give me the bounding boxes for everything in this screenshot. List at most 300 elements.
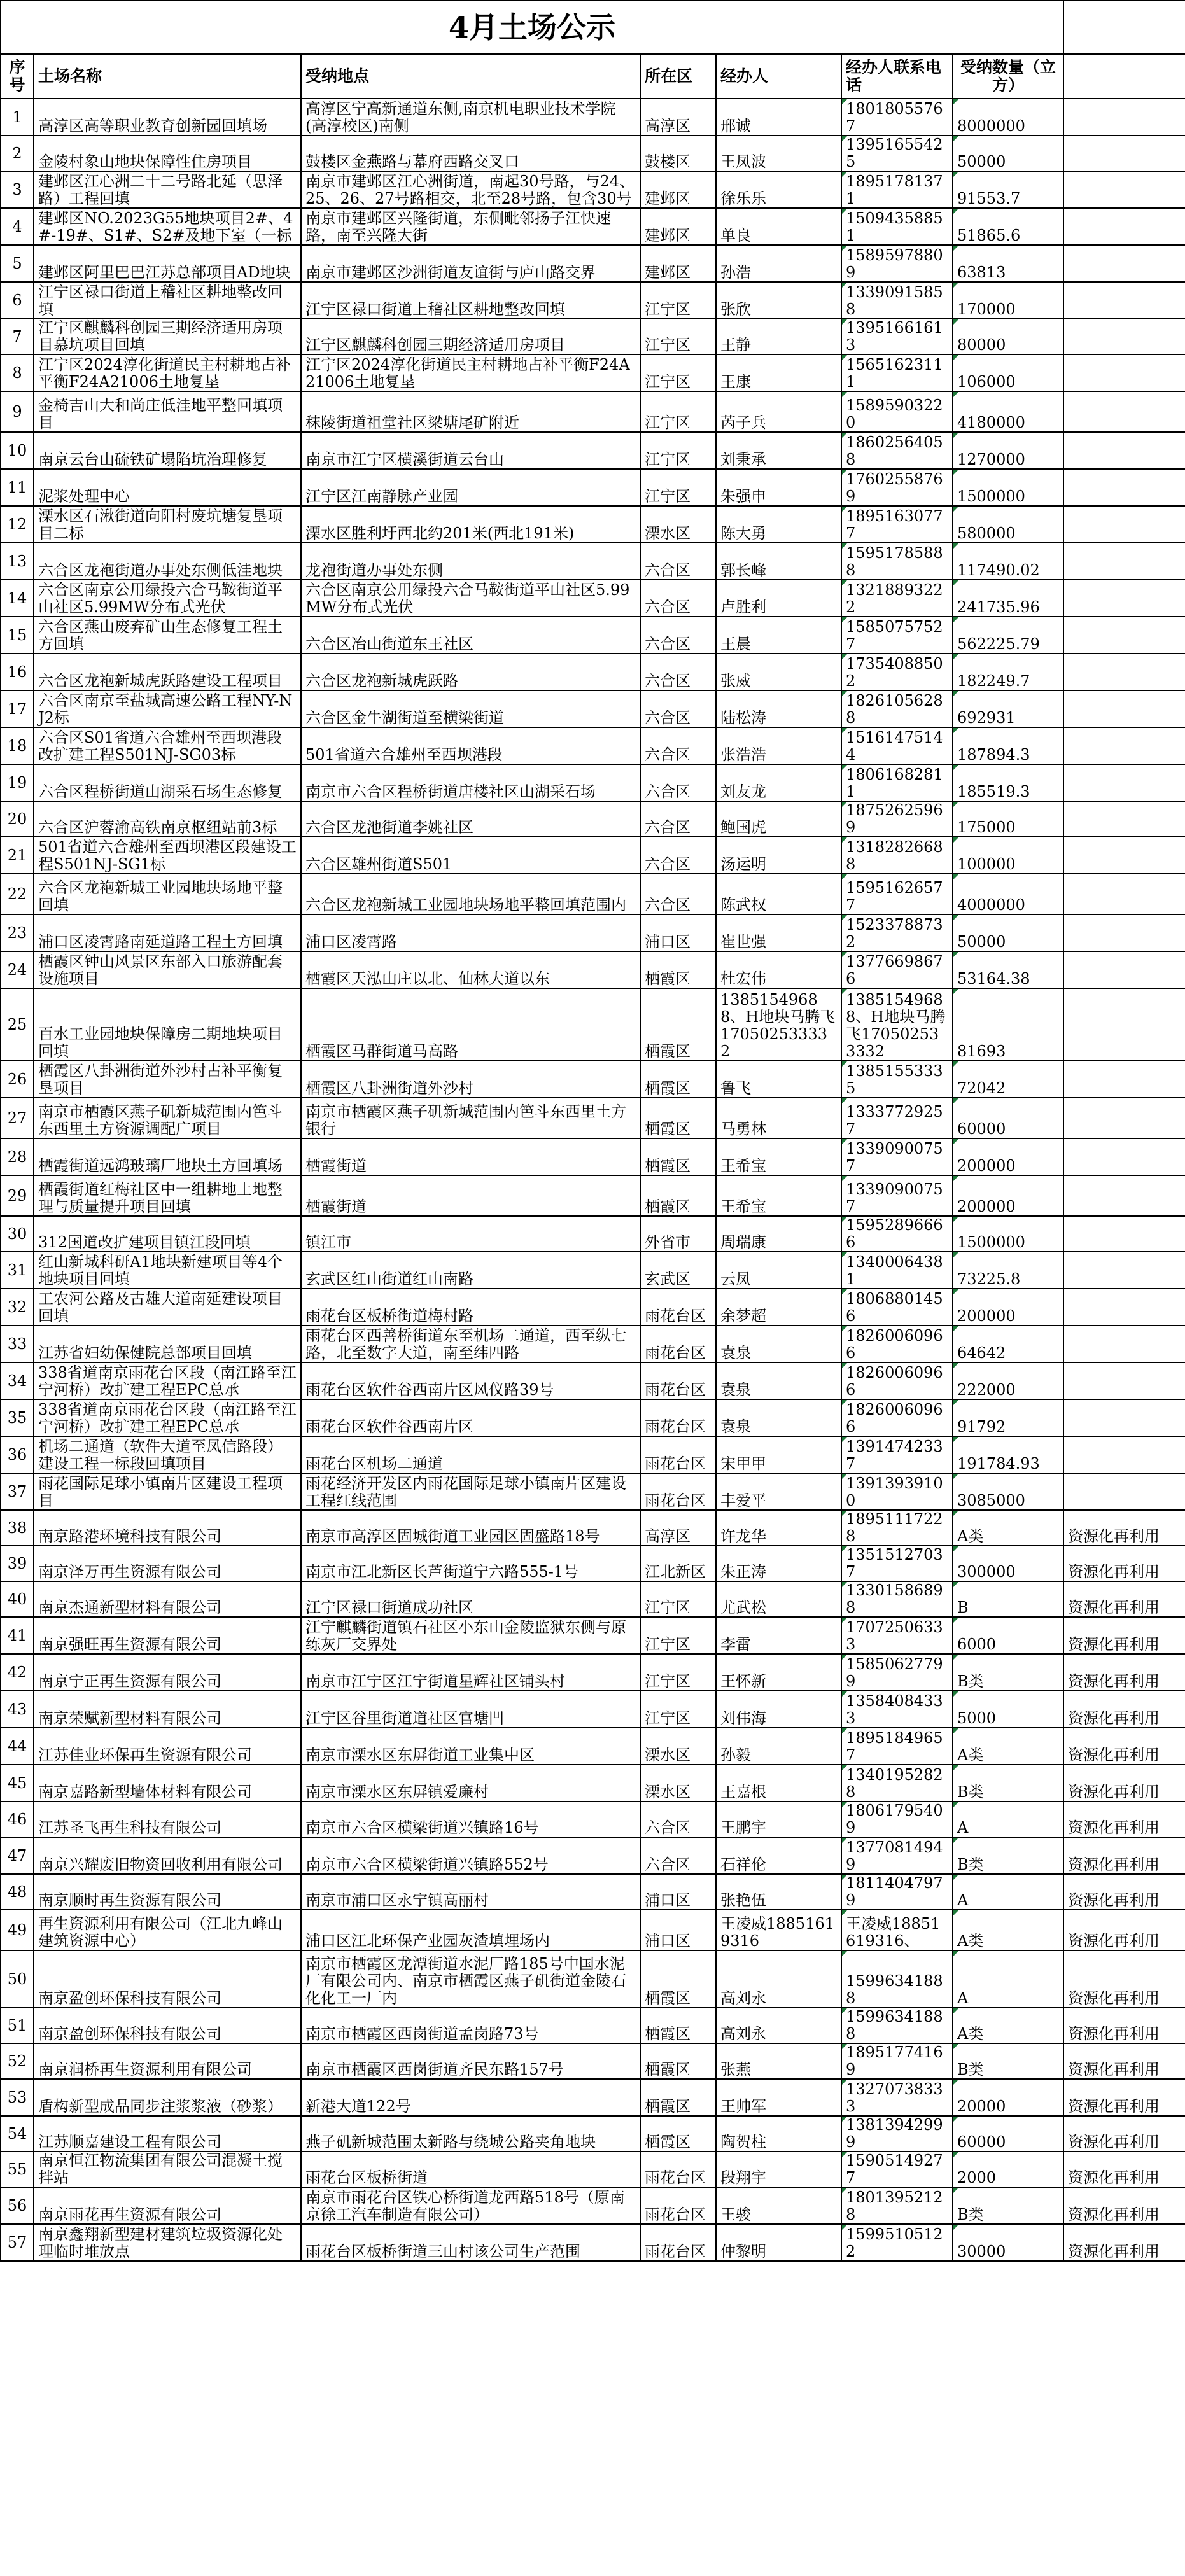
handler-cell — [716, 282, 841, 319]
handler-cell — [716, 2187, 841, 2224]
site-name: 南京恒江物流集团有限公司混凝土搅拌站 — [38, 2152, 283, 2187]
note-cell — [1063, 1874, 1185, 1910]
row-number-cell — [1, 2224, 34, 2261]
phone-cell — [841, 319, 953, 354]
site-name-cell — [34, 1289, 301, 1326]
quantity: A类 — [957, 1527, 984, 1545]
handler-cell — [716, 1362, 841, 1399]
site-name: 338省道南京雨花台区段（南江路至江宁河桥）改扩建工程EPC总承 — [38, 1364, 297, 1399]
quantity: 60000 — [957, 2133, 1006, 2151]
table-row — [1, 1837, 1185, 1874]
location-cell — [301, 245, 640, 282]
note-cell — [1063, 99, 1185, 136]
quantity: B — [957, 1599, 969, 1616]
handler: 王鹏宇 — [720, 1819, 766, 1837]
handler: 卢胜利 — [720, 598, 766, 616]
row-number-cell — [1, 1252, 34, 1289]
site-name: 312国道改扩建项目镇江段回填 — [38, 1233, 251, 1251]
row-number-cell — [1, 1138, 34, 1175]
note-cell — [1063, 1765, 1185, 1802]
table-row — [1, 1617, 1185, 1654]
handler-cell — [716, 469, 841, 506]
header-note — [1063, 54, 1185, 99]
district: 六合区 — [645, 598, 691, 616]
title-cell — [1, 1, 1063, 54]
row-number: 56 — [7, 2196, 27, 2215]
site-name-cell — [34, 727, 301, 764]
site-name: 栖霞街道红梅社区中一组耕地土地整理与质量提升项目回填 — [38, 1180, 283, 1215]
row-number-cell — [1, 543, 34, 580]
location-cell — [301, 1175, 640, 1216]
row-number-cell — [1, 914, 34, 951]
row-number: 57 — [7, 2233, 27, 2251]
location: 栖霞区天泓山庄以北、仙林大道以东 — [305, 970, 550, 988]
quantity-cell — [953, 1581, 1063, 1617]
row-number: 16 — [7, 662, 27, 681]
phone: 18114047979 — [846, 1874, 943, 1909]
district-cell — [640, 2043, 716, 2079]
handler: 王凌威18851619316 — [720, 1915, 834, 1950]
handler: 杜宏伟 — [720, 970, 766, 988]
site-name-cell — [34, 99, 301, 136]
quantity: 20000 — [957, 2097, 1006, 2115]
handler-cell — [716, 837, 841, 874]
row-number-cell — [1, 727, 34, 764]
row-number: 53 — [7, 2088, 27, 2106]
quantity: 91553.7 — [957, 190, 1021, 207]
table-row — [1, 1326, 1185, 1362]
row-number: 35 — [7, 1408, 27, 1427]
row-number: 50 — [7, 1970, 27, 1988]
quantity: 63813 — [957, 263, 1006, 281]
table-row — [1, 2224, 1185, 2261]
site-name-cell — [34, 988, 301, 1061]
quantity: A类 — [957, 1932, 984, 1950]
location: 雨花台区板桥街道 — [305, 2169, 428, 2187]
location-cell — [301, 988, 640, 1061]
row-number: 36 — [7, 1445, 27, 1464]
table-row — [1, 2152, 1185, 2187]
handler-cell — [716, 1326, 841, 1362]
handler: 朱正涛 — [720, 1563, 766, 1581]
quantity-cell — [953, 171, 1063, 208]
phone-cell — [841, 543, 953, 580]
quantity: 562225.79 — [957, 635, 1040, 653]
table-row — [1, 764, 1185, 801]
note: 资源化再利用 — [1068, 1746, 1160, 1764]
note-cell — [1063, 2116, 1185, 2152]
row-number: 42 — [7, 1663, 27, 1681]
handler: 汤运明 — [720, 855, 766, 873]
quantity: 182249.7 — [957, 672, 1030, 690]
quantity-cell — [953, 1362, 1063, 1399]
location: 南京市栖霞区燕子矶新城范围内笆斗东西里土方银行 — [305, 1103, 626, 1138]
location-cell — [301, 1802, 640, 1837]
site-name-cell — [34, 171, 301, 208]
handler-cell — [716, 99, 841, 136]
site-name-cell — [34, 580, 301, 617]
phone: 18013952128 — [846, 2188, 943, 2223]
phone-cell — [841, 1289, 953, 1326]
location-cell — [301, 136, 640, 171]
handler-cell — [716, 1436, 841, 1473]
location-cell — [301, 282, 640, 319]
row-number: 17 — [7, 699, 27, 718]
district-cell — [640, 988, 716, 1061]
row-number: 9 — [12, 402, 22, 421]
location-cell — [301, 1216, 640, 1252]
location: 南京市六合区横梁街道兴镇路16号 — [305, 1819, 539, 1837]
site-name: 金陵村象山地块保障性住房项目 — [38, 153, 252, 171]
handler: 孙浩 — [720, 263, 751, 281]
handler: 李雷 — [720, 1635, 751, 1653]
quantity-cell — [953, 1216, 1063, 1252]
quantity-cell — [953, 951, 1063, 988]
district: 江宁区 — [645, 451, 691, 468]
note: 资源化再利用 — [1068, 2025, 1160, 2043]
table-row — [1, 136, 1185, 171]
location-cell — [301, 1617, 640, 1654]
handler-cell — [716, 432, 841, 469]
phone-cell — [841, 617, 953, 654]
phone: 15951785888 — [846, 544, 943, 579]
district: 建邺区 — [645, 263, 691, 281]
site-name-cell — [34, 1098, 301, 1138]
quantity-cell — [953, 1950, 1063, 2008]
quantity-cell — [953, 1138, 1063, 1175]
phone-cell — [841, 690, 953, 727]
handler: 尤武松 — [720, 1599, 766, 1616]
row-number-cell — [1, 1546, 34, 1581]
location: 南京市雨花台区铁心桥街道龙西路518号（原南京徐工汽车制造有限公司） — [305, 2188, 625, 2223]
note-cell — [1063, 914, 1185, 951]
district: 鼓楼区 — [645, 153, 691, 171]
handler: 王晨 — [720, 635, 751, 653]
handler-cell — [716, 1138, 841, 1175]
location: 龙袍街道办事处东侧 — [305, 561, 443, 579]
site-name-cell — [34, 136, 301, 171]
quantity: A — [957, 1891, 969, 1909]
row-number: 49 — [7, 1921, 27, 1939]
phone-cell — [841, 2152, 953, 2187]
note: 资源化再利用 — [1068, 1891, 1160, 1909]
row-number-cell — [1, 617, 34, 654]
handler-cell — [716, 1802, 841, 1837]
handler-cell — [716, 2116, 841, 2152]
location-cell — [301, 432, 640, 469]
location-cell — [301, 654, 640, 690]
phone-cell — [841, 171, 953, 208]
quantity-cell — [953, 136, 1063, 171]
phone: 13390900757 — [846, 1180, 943, 1215]
quantity: 1500000 — [957, 1233, 1025, 1251]
quantity-cell — [953, 432, 1063, 469]
site-name: 建邺区江心洲二十二号路北延（思泽路）工程回填 — [38, 172, 283, 207]
note-cell — [1063, 543, 1185, 580]
district-cell — [640, 1910, 716, 1950]
phone-cell — [841, 1874, 953, 1910]
location-cell — [301, 2224, 640, 2261]
site-name-cell — [34, 1837, 301, 1874]
phone: 13390915858 — [846, 283, 943, 318]
district-cell — [640, 1436, 716, 1473]
district: 雨花台区 — [645, 1307, 706, 1325]
note-cell — [1063, 654, 1185, 690]
note-cell — [1063, 2043, 1185, 2079]
location: 南京市高淳区固城街道工业园区固盛路18号 — [305, 1527, 600, 1545]
table-row — [1, 690, 1185, 727]
handler-cell — [716, 1728, 841, 1765]
quantity: 80000 — [957, 336, 1006, 354]
handler-cell — [716, 1399, 841, 1436]
handler: 仲黎明 — [720, 2243, 766, 2260]
table-row — [1, 1874, 1185, 1910]
district: 玄武区 — [645, 1270, 691, 1288]
quantity: 580000 — [957, 524, 1016, 542]
note-cell — [1063, 469, 1185, 506]
district: 浦口区 — [645, 1932, 691, 1950]
row-number: 39 — [7, 1554, 27, 1572]
site-name: 南京杰通新型材料有限公司 — [38, 1599, 221, 1616]
location-cell — [301, 319, 640, 354]
site-name: 盾构新型成品同步注浆浆液（砂浆） — [38, 2097, 283, 2115]
quantity: B类 — [957, 2206, 984, 2223]
location-cell — [301, 543, 640, 580]
handler: 袁泉 — [720, 1381, 751, 1399]
row-number: 55 — [7, 2160, 27, 2178]
phone: 17072506333 — [846, 1618, 943, 1653]
row-number-cell — [1, 1802, 34, 1837]
phone-cell — [841, 136, 953, 171]
note: 资源化再利用 — [1068, 2097, 1160, 2115]
phone-cell — [841, 2008, 953, 2043]
page-title: 4月土场公示 — [449, 10, 616, 45]
site-name-cell — [34, 208, 301, 245]
district-cell — [640, 1216, 716, 1252]
site-name: 南京宁正再生资源有限公司 — [38, 1672, 221, 1690]
quantity: 91792 — [957, 1418, 1006, 1436]
quantity-cell — [953, 1399, 1063, 1436]
phone: 13951655425 — [846, 136, 943, 171]
location-cell — [301, 617, 640, 654]
row-number: 45 — [7, 1774, 27, 1792]
district: 江宁区 — [645, 300, 691, 318]
table-row — [1, 99, 1185, 136]
handler-cell — [716, 1289, 841, 1326]
handler-cell — [716, 580, 841, 617]
location-cell — [301, 391, 640, 432]
phone: 13770814949 — [846, 1838, 943, 1873]
quantity: 200000 — [957, 1157, 1016, 1175]
quantity-cell — [953, 2224, 1063, 2261]
row-number-cell — [1, 2043, 34, 2079]
district: 溧水区 — [645, 524, 691, 542]
row-number-cell — [1, 282, 34, 319]
district: 六合区 — [645, 896, 691, 914]
handler-cell — [716, 1510, 841, 1546]
site-name: 南京荣赋新型材料有限公司 — [38, 1709, 221, 1727]
district: 栖霞区 — [645, 1157, 691, 1175]
note-cell — [1063, 245, 1185, 282]
row-number-cell — [1, 2187, 34, 2224]
location: 南京市栖霞区西岗街道孟岗路73号 — [305, 2025, 539, 2043]
quantity: 300000 — [957, 1563, 1016, 1581]
site-name: 六合区南京至盐城高速公路工程NY-NJ2标 — [38, 692, 293, 727]
row-number-cell — [1, 1061, 34, 1098]
handler: 周瑞康 — [720, 1233, 766, 1251]
row-number: 43 — [7, 1700, 27, 1718]
quantity: 106000 — [957, 373, 1016, 391]
phone-cell — [841, 1691, 953, 1728]
site-name: 六合区龙袍街道办事处东侧低洼地块 — [38, 561, 283, 579]
quantity-cell — [953, 2008, 1063, 2043]
note-cell — [1063, 136, 1185, 171]
row-number-cell — [1, 988, 34, 1061]
phone: 13218893222 — [846, 581, 943, 616]
quantity-cell — [953, 2079, 1063, 2116]
location-cell — [301, 1654, 640, 1691]
site-name-cell — [34, 837, 301, 874]
quantity-cell — [953, 727, 1063, 764]
row-number-cell — [1, 208, 34, 245]
site-name-cell — [34, 2224, 301, 2261]
phone: 18068801456 — [846, 1290, 943, 1325]
handler: 鲍国虎 — [720, 818, 766, 836]
site-name-cell — [34, 1581, 301, 1617]
quantity-cell — [953, 1654, 1063, 1691]
district-cell — [640, 764, 716, 801]
table-row — [1, 1765, 1185, 1802]
district-cell — [640, 801, 716, 837]
handler-cell — [716, 208, 841, 245]
district-cell — [640, 1546, 716, 1581]
phone-cell — [841, 391, 953, 432]
district-cell — [640, 391, 716, 432]
note: 资源化再利用 — [1068, 1783, 1160, 1801]
location: 雨花台区板桥街道三山村该公司生产范围 — [305, 2243, 580, 2260]
row-number: 47 — [7, 1846, 27, 1865]
row-number: 37 — [7, 1482, 27, 1501]
row-number-cell — [1, 690, 34, 727]
note-cell — [1063, 1510, 1185, 1546]
handler-cell — [716, 1252, 841, 1289]
quantity-cell — [953, 245, 1063, 282]
phone-cell — [841, 1910, 953, 1950]
table-row — [1, 1950, 1185, 2008]
site-name-cell — [34, 1326, 301, 1362]
table-row — [1, 1216, 1185, 1252]
location: 南京市浦口区永宁镇高丽村 — [305, 1891, 489, 1909]
phone: 17602558769 — [846, 470, 943, 505]
location-cell — [301, 1326, 640, 1362]
table-row — [1, 654, 1185, 690]
site-name: 江苏省妇幼保健院总部项目回填 — [38, 1344, 252, 1362]
site-name: 六合区龙袍新城虎跃路建设工程项目 — [38, 672, 283, 690]
location: 六合区南京公用绿投六合马鞍街道平山社区5.99MW分布式光伏 — [305, 581, 630, 616]
row-number-cell — [1, 469, 34, 506]
note: 资源化再利用 — [1068, 2133, 1160, 2151]
site-name: 建邺区NO.2023G55地块项目2#、4#-19#、S1#、S2#及地下室（一标 — [38, 209, 293, 244]
phone-cell — [841, 1326, 953, 1362]
district: 江宁区 — [645, 1635, 691, 1653]
handler-cell — [716, 2043, 841, 2079]
note-cell — [1063, 1617, 1185, 1654]
phone: 18951630777 — [846, 507, 943, 542]
note: 资源化再利用 — [1068, 1989, 1160, 2007]
location: 浦口区江北环保产业园灰渣填埋场内 — [305, 1932, 550, 1950]
site-name-cell — [34, 1950, 301, 2008]
phone: 13813942999 — [846, 2116, 943, 2151]
handler: 张威 — [720, 672, 751, 690]
row-number: 5 — [12, 254, 22, 272]
note-cell — [1063, 1399, 1185, 1436]
row-number-cell — [1, 2079, 34, 2116]
phone-cell — [841, 1546, 953, 1581]
quantity-cell — [953, 391, 1063, 432]
handler-cell — [716, 1617, 841, 1654]
district: 建邺区 — [645, 190, 691, 207]
location: 六合区龙袍新城工业园地块场地平整回填范围内 — [305, 896, 626, 914]
note: 资源化再利用 — [1068, 1635, 1160, 1653]
district-cell — [640, 1098, 716, 1138]
row-number-cell — [1, 506, 34, 543]
row-number: 6 — [12, 291, 22, 309]
district-cell — [640, 690, 716, 727]
district-cell — [640, 1362, 716, 1399]
district: 六合区 — [645, 783, 691, 801]
handler-cell — [716, 654, 841, 690]
phone-cell — [841, 874, 953, 914]
site-name-cell — [34, 764, 301, 801]
location: 栖霞街道 — [305, 1157, 367, 1175]
site-name: 南京鑫翔新型建材建筑垃圾资源化处理临时堆放点 — [38, 2225, 283, 2260]
phone: 15895978809 — [846, 246, 943, 281]
handler-cell — [716, 1175, 841, 1216]
district: 栖霞区 — [645, 1042, 691, 1060]
handler-cell — [716, 727, 841, 764]
location-cell — [301, 469, 640, 506]
handler-cell — [716, 2008, 841, 2043]
location: 江宁区谷里街道道社区官塘凹 — [305, 1709, 504, 1727]
row-number: 41 — [7, 1626, 27, 1644]
row-number-cell — [1, 432, 34, 469]
phone: 15995105122 — [846, 2225, 943, 2260]
row-number: 44 — [7, 1737, 27, 1755]
district: 江宁区 — [645, 1709, 691, 1727]
district-cell — [640, 1837, 716, 1874]
note: 资源化再利用 — [1068, 1856, 1160, 1873]
handler-cell — [716, 1910, 841, 1950]
location-cell — [301, 2116, 640, 2152]
quantity-cell — [953, 99, 1063, 136]
quantity: 185519.3 — [957, 783, 1030, 801]
phone: 15905149277 — [846, 2152, 943, 2187]
handler-cell — [716, 951, 841, 988]
quantity: A — [957, 1989, 969, 2007]
phone-cell — [841, 1473, 953, 1510]
table-row — [1, 1910, 1185, 1950]
handler-cell — [716, 1765, 841, 1802]
district: 栖霞区 — [645, 1989, 691, 2007]
handler-cell — [716, 1581, 841, 1617]
location: 南京市建邺区兴隆街道，东侧毗邻扬子江快速路，南至兴隆大街 — [305, 209, 611, 244]
district-cell — [640, 208, 716, 245]
row-number: 29 — [7, 1186, 27, 1205]
location: 南京市江宁区江宁街道星辉社区铺头村 — [305, 1672, 565, 1690]
quantity-cell — [953, 1252, 1063, 1289]
table-row — [1, 727, 1185, 764]
quantity: 187894.3 — [957, 746, 1030, 764]
